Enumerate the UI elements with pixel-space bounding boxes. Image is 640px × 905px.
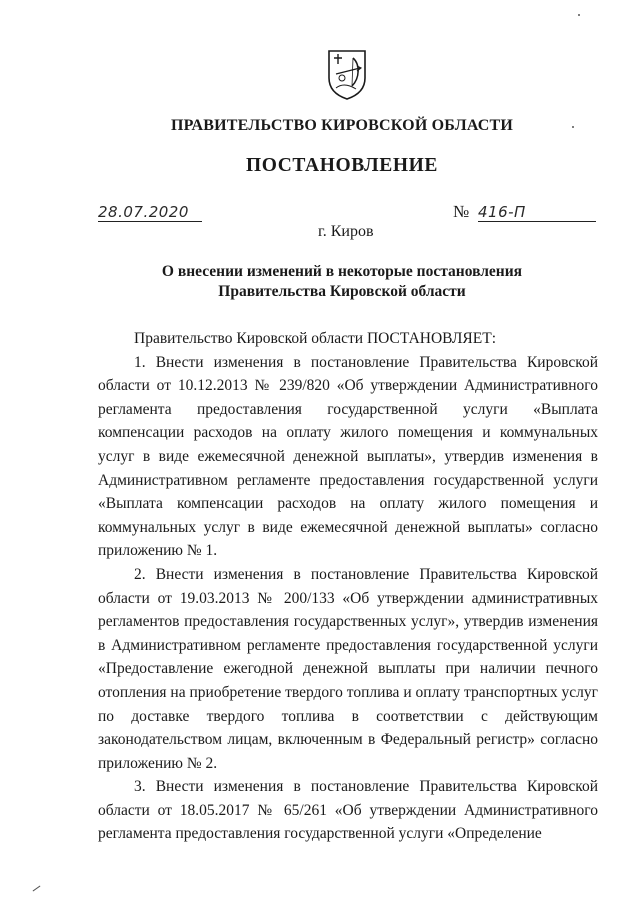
title-line-2: Правительства Кировской области — [218, 283, 466, 300]
intro-paragraph: Правительство Кировской области ПОСТАНОВЛЯЕТ: — [134, 330, 497, 347]
document-number: 416-П — [478, 203, 596, 222]
document-body — [98, 327, 598, 846]
document-title — [0, 262, 640, 302]
document-type: ПОСТАНОВЛЕНИЕ — [245, 155, 439, 176]
scan-speck — [33, 886, 41, 892]
document-date: 28.07.2020 — [98, 203, 202, 222]
paragraph-3: 3. Внести изменения в постановление Правительства Кировской области от 18.05.2017 № 65/261 «Об утверждении Административного регламента предоставления государственной услуги «Определение — [98, 778, 598, 843]
city: г. Киров — [318, 223, 374, 240]
scan-speck — [572, 126, 574, 128]
scan-speck — [578, 14, 580, 16]
paragraph-2: 2. Внести изменения в постановление Правительства Кировской области от 19.03.2013 № 200/133 «Об утверждении административных регламентов предоставления государственных услуг», утвердив изменения в Административном регламенте предоставления государственной услуги «Предоставление ежегодной денежной выплаты при наличии печного отопления на приобретение твердого топлива и оплату транспортных услуг по доставке твердого топлива в соответствии с действующим законодательством лицам, включенным в Федеральный регистр» согласно приложению № 2. — [98, 565, 598, 772]
coat-of-arms-icon — [326, 48, 368, 100]
paragraph-1: 1. Внести изменения в постановление Правительства Кировской области от 10.12.2013 № 239/820 «Об утверждении Административного регламента предоставления государственной услуги «Выплата компенсации расходов на оплату жилого помещения и коммунальных услуг в виде ежемесячной денежной выплаты», утвердив изменения в Административном регламенте предоставления государственной услуги «Выплата компенсации расходов на оплату жилого помещения и коммунальных услуг в виде ежемесячной денежной выплаты» согласно приложению № 1. — [98, 353, 598, 560]
number-label: № — [453, 202, 470, 221]
title-line-1: О внесении изменений в некоторые постановления — [161, 263, 523, 280]
org-name: ПРАВИТЕЛЬСТВО КИРОВСКОЙ ОБЛАСТИ — [170, 117, 514, 134]
